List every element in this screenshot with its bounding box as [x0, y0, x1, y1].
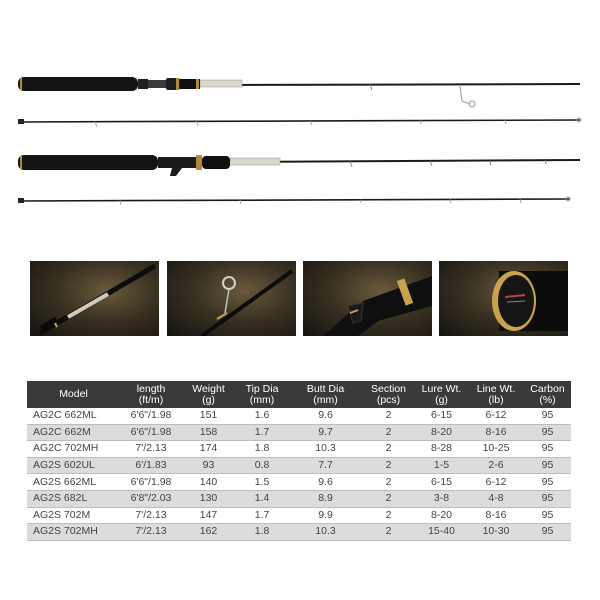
- table-cell: AG2C 702MH: [27, 441, 120, 458]
- table-cell: 2: [362, 490, 415, 507]
- table-row: [27, 424, 571, 441]
- casting-rod-tip-section: [18, 197, 570, 205]
- column-header-label: Model: [59, 388, 88, 400]
- spinning-rod-tip-section: [18, 118, 581, 127]
- table-cell: 93: [182, 457, 235, 474]
- table-cell: 6'/1.83: [120, 457, 182, 474]
- table-cell: 9.6: [289, 474, 362, 491]
- rod-tip-guide-detail: [167, 261, 296, 336]
- table-cell: 2: [362, 457, 415, 474]
- table-cell: 95: [524, 490, 571, 507]
- table-cell: 151: [182, 408, 235, 424]
- table-cell: 140: [182, 474, 235, 491]
- table-cell: 1.6: [235, 408, 289, 424]
- casting-reel-seat-detail: [303, 261, 432, 336]
- table-cell: 95: [524, 441, 571, 458]
- table-cell: AG2S 662ML: [27, 474, 120, 491]
- column-header: [27, 381, 120, 408]
- column-header-label: Weight: [192, 382, 225, 395]
- column-header-unit: (%): [539, 393, 556, 406]
- table-cell: 2: [362, 474, 415, 491]
- column-header-unit: (lb): [488, 393, 504, 406]
- table-cell: 6'6"/1.98: [120, 408, 182, 424]
- table-cell: 6'8"/2.03: [120, 490, 182, 507]
- table-cell: 1.7: [235, 507, 289, 524]
- table-cell: 8-20: [415, 424, 468, 441]
- table-cell: 7'/2.13: [120, 507, 182, 524]
- table-cell: 158: [182, 424, 235, 441]
- table-cell: 7'/2.13: [120, 441, 182, 458]
- table-cell: 95: [524, 524, 571, 541]
- table-cell: 8-20: [415, 507, 468, 524]
- column-header: [289, 381, 362, 408]
- table-row: [27, 408, 571, 424]
- table-cell: 95: [524, 457, 571, 474]
- table-cell: 6-15: [415, 474, 468, 491]
- table-cell: 10-25: [468, 441, 524, 458]
- column-header: [524, 381, 571, 408]
- table-cell: 8-28: [415, 441, 468, 458]
- column-header-unit: (mm): [313, 393, 338, 406]
- table-cell: 9.7: [289, 424, 362, 441]
- table-cell: AG2S 602UL: [27, 457, 120, 474]
- table-cell: 2-6: [468, 457, 524, 474]
- column-header-label: Tip Dia: [245, 382, 279, 395]
- table-cell: 10.3: [289, 524, 362, 541]
- table-cell: 9.9: [289, 507, 362, 524]
- table-cell: 1-5: [415, 457, 468, 474]
- butt-cap-detail: [439, 261, 568, 336]
- column-header-label: Carbon: [530, 382, 565, 395]
- column-header-unit: (mm): [249, 393, 275, 406]
- table-cell: 2: [362, 524, 415, 541]
- table-row: [27, 457, 571, 474]
- table-cell: AG2C 662ML: [27, 408, 120, 424]
- table-cell: 1.7: [235, 424, 289, 441]
- table-cell: 10.3: [289, 441, 362, 458]
- column-header: [235, 381, 289, 408]
- table-row: [27, 490, 571, 507]
- table-cell: 95: [524, 507, 571, 524]
- column-header-unit: (ft/m): [138, 393, 164, 406]
- table-cell: AG2S 682L: [27, 490, 120, 507]
- table-cell: 6'6"/1.98: [120, 474, 182, 491]
- column-header-label: Line Wt.: [476, 382, 516, 395]
- rod-grip-detail: [30, 261, 159, 336]
- table-row: [27, 441, 571, 458]
- column-header: [120, 381, 182, 408]
- table-cell: 8-16: [468, 424, 524, 441]
- table-cell: 162: [182, 524, 235, 541]
- table-cell: 3-8: [415, 490, 468, 507]
- table-cell: 95: [524, 474, 571, 491]
- spinning-rod: [18, 77, 580, 107]
- table-row: [27, 474, 571, 491]
- table-cell: 1.8: [235, 441, 289, 458]
- spec-table-body: [27, 408, 571, 540]
- rod-product-images: [0, 0, 600, 230]
- table-cell: 10-30: [468, 524, 524, 541]
- table-cell: 15-40: [415, 524, 468, 541]
- table-cell: 8.9: [289, 490, 362, 507]
- table-cell: 0.8: [235, 457, 289, 474]
- table-cell: AG2C 662M: [27, 424, 120, 441]
- table-cell: 6'6"/1.98: [120, 424, 182, 441]
- table-cell: 8-16: [468, 507, 524, 524]
- column-header: [468, 381, 524, 408]
- spec-table: [27, 381, 571, 541]
- table-row: [27, 524, 571, 541]
- table-cell: 1.8: [235, 524, 289, 541]
- table-cell: 6-12: [468, 474, 524, 491]
- table-cell: 130: [182, 490, 235, 507]
- table-cell: 95: [524, 424, 571, 441]
- table-cell: 2: [362, 441, 415, 458]
- column-header-label: length: [136, 382, 166, 395]
- detail-photos: [30, 261, 570, 336]
- casting-rod: [18, 155, 580, 176]
- table-cell: 4-8: [468, 490, 524, 507]
- table-cell: 2: [362, 424, 415, 441]
- table-cell: 1.4: [235, 490, 289, 507]
- column-header-label: Butt Dia: [306, 382, 345, 395]
- table-cell: AG2S 702M: [27, 507, 120, 524]
- table-cell: 9.6: [289, 408, 362, 424]
- table-cell: 6-15: [415, 408, 468, 424]
- column-header-unit: (g): [202, 393, 215, 406]
- table-cell: 174: [182, 441, 235, 458]
- column-header-label: Lure Wt.: [421, 382, 462, 395]
- table-cell: 1.5: [235, 474, 289, 491]
- table-cell: 7'/2.13: [120, 524, 182, 541]
- column-header: [415, 381, 468, 408]
- column-header-label: Section: [370, 382, 407, 395]
- spec-header-row: [27, 381, 571, 408]
- table-cell: 147: [182, 507, 235, 524]
- table-cell: 95: [524, 408, 571, 424]
- column-header-unit: (pcs): [376, 393, 401, 406]
- table-cell: 2: [362, 507, 415, 524]
- column-header: [362, 381, 415, 408]
- table-cell: 6-12: [468, 408, 524, 424]
- column-header: [182, 381, 235, 408]
- table-cell: 7.7: [289, 457, 362, 474]
- column-header-unit: (g): [435, 393, 448, 406]
- table-row: [27, 507, 571, 524]
- table-cell: 2: [362, 408, 415, 424]
- table-cell: AG2S 702MH: [27, 524, 120, 541]
